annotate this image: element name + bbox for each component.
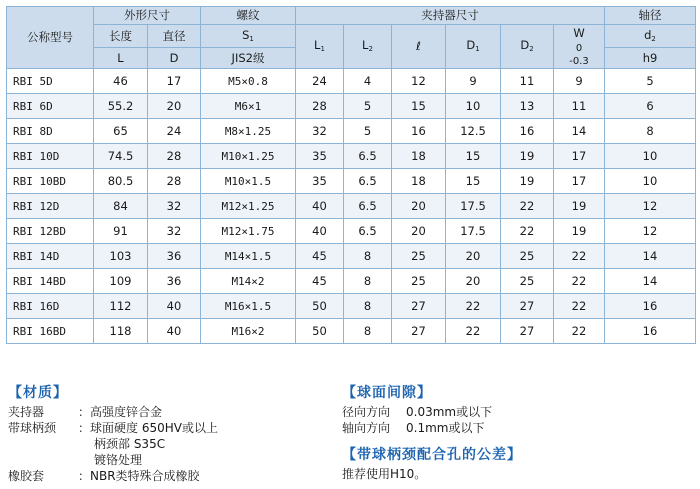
- cell-s1: M12×1.25: [201, 194, 296, 219]
- cell-l: 55.2: [94, 94, 148, 119]
- cell-d1: 15: [446, 144, 501, 169]
- cell-d: 32: [148, 219, 201, 244]
- cell-l1: 28: [296, 94, 344, 119]
- cell-l: 80.5: [94, 169, 148, 194]
- cell-w: 17: [554, 169, 605, 194]
- material-holder-value: ：高强度锌合金: [78, 405, 163, 419]
- clearance-axial-value: 0.1mm或以下: [406, 421, 485, 435]
- cell-d1: 22: [446, 294, 501, 319]
- cell-l1: 45: [296, 244, 344, 269]
- cell-d2: 16: [605, 319, 696, 344]
- cell-d2: 14: [605, 244, 696, 269]
- cell-d: 40: [148, 294, 201, 319]
- header-thread-symbol: S1: [201, 25, 296, 48]
- cell-d: 28: [148, 169, 201, 194]
- clearance-section: [342, 385, 682, 436]
- material-rubber-row: [8, 468, 328, 484]
- cell-d: 36: [148, 269, 201, 294]
- material-ball-line3: 镀铬处理: [94, 453, 143, 467]
- cell-l2: 6.5: [344, 219, 392, 244]
- clearance-radial-label: 径向方向: [342, 405, 391, 419]
- cell-ell: 18: [392, 169, 446, 194]
- cell-ell: 12: [392, 69, 446, 94]
- header-outer-dimensions: 外形尺寸: [94, 7, 201, 25]
- material-rubber-value: ：NBR类特殊合成橡胶: [78, 469, 200, 483]
- cell-model: RBI 10BD: [7, 169, 94, 194]
- cell-w: 17: [554, 144, 605, 169]
- material-title: 【材质】: [8, 385, 68, 401]
- cell-w: 19: [554, 194, 605, 219]
- tolerance-title: 【带球柄颈配合孔的公差】: [342, 447, 522, 463]
- cell-l: 118: [94, 319, 148, 344]
- cell-d2: 14: [605, 269, 696, 294]
- cell-d: 32: [148, 194, 201, 219]
- table-row: [7, 94, 696, 119]
- cell-w: 22: [554, 269, 605, 294]
- clearance-radial-row: [342, 404, 682, 420]
- cell-model: RBI 16D: [7, 294, 94, 319]
- header-thread-standard: JIS2级: [201, 48, 296, 69]
- cell-s1: M10×1.5: [201, 169, 296, 194]
- cell-s1: M16×2: [201, 319, 296, 344]
- cell-l1: 35: [296, 144, 344, 169]
- cell-d1: 20: [446, 269, 501, 294]
- cell-d2: 22: [501, 219, 554, 244]
- cell-l: 109: [94, 269, 148, 294]
- cell-l2: 5: [344, 94, 392, 119]
- cell-d2: 12: [605, 219, 696, 244]
- cell-d2: 10: [605, 169, 696, 194]
- table-row: [7, 219, 696, 244]
- cell-w: 19: [554, 219, 605, 244]
- cell-d2: 13: [501, 94, 554, 119]
- cell-l1: 40: [296, 194, 344, 219]
- cell-model: RBI 12D: [7, 194, 94, 219]
- clearance-title: 【球面间隙】: [342, 385, 432, 401]
- cell-model: RBI 8D: [7, 119, 94, 144]
- header-l1: L1: [296, 25, 344, 69]
- material-rubber-label: 橡胶套: [8, 469, 45, 483]
- material-ball-label: 带球柄颈: [8, 421, 57, 435]
- cell-ell: 15: [392, 94, 446, 119]
- tolerance-section: [342, 447, 682, 482]
- cell-l2: 8: [344, 244, 392, 269]
- table-row: [7, 319, 696, 344]
- cell-d1: 15: [446, 169, 501, 194]
- table-row: [7, 194, 696, 219]
- cell-l2: 6.5: [344, 144, 392, 169]
- cell-l: 112: [94, 294, 148, 319]
- header-thread: 螺纹: [201, 7, 296, 25]
- cell-d1: 9: [446, 69, 501, 94]
- cell-ell: 27: [392, 319, 446, 344]
- cell-model: RBI 16BD: [7, 319, 94, 344]
- header-length: 长度: [94, 25, 148, 48]
- cell-model: RBI 14BD: [7, 269, 94, 294]
- material-ball-value: ：球面硬度 650HV或以上: [78, 421, 218, 435]
- header-d2: D2: [501, 25, 554, 69]
- spec-table: [6, 6, 696, 344]
- cell-d: 40: [148, 319, 201, 344]
- cell-w: 22: [554, 294, 605, 319]
- tolerance-text: 推荐使用H10。: [342, 467, 427, 481]
- cell-l1: 45: [296, 269, 344, 294]
- cell-ell: 18: [392, 144, 446, 169]
- material-holder-row: [8, 404, 328, 420]
- header-shaft-symbol: d2: [605, 25, 696, 48]
- header-diameter-symbol: D: [148, 48, 201, 69]
- cell-ell: 16: [392, 119, 446, 144]
- material-section: [8, 385, 328, 484]
- table-row: [7, 244, 696, 269]
- header-d1: D1: [446, 25, 501, 69]
- cell-d1: 10: [446, 94, 501, 119]
- cell-w: 14: [554, 119, 605, 144]
- table-row: [7, 144, 696, 169]
- table-row: [7, 119, 696, 144]
- cell-d2: 16: [501, 119, 554, 144]
- cell-d: 17: [148, 69, 201, 94]
- cell-l: 74.5: [94, 144, 148, 169]
- cell-d2: 27: [501, 319, 554, 344]
- cell-d2: 16: [605, 294, 696, 319]
- table-row: [7, 69, 696, 94]
- cell-d2: 12: [605, 194, 696, 219]
- cell-d2: 19: [501, 144, 554, 169]
- cell-s1: M14×2: [201, 269, 296, 294]
- cell-l1: 24: [296, 69, 344, 94]
- cell-d: 36: [148, 244, 201, 269]
- header-length-symbol: L: [94, 48, 148, 69]
- cell-s1: M12×1.75: [201, 219, 296, 244]
- cell-l: 103: [94, 244, 148, 269]
- cell-model: RBI 6D: [7, 94, 94, 119]
- header-holder-dimensions: 夹持器尺寸: [296, 7, 605, 25]
- cell-s1: M10×1.25: [201, 144, 296, 169]
- cell-l: 65: [94, 119, 148, 144]
- header-w: W 0 -0.3: [554, 25, 605, 69]
- cell-s1: M6×1: [201, 94, 296, 119]
- cell-d: 28: [148, 144, 201, 169]
- cell-l2: 5: [344, 119, 392, 144]
- cell-d2: 19: [501, 169, 554, 194]
- cell-l2: 8: [344, 319, 392, 344]
- cell-d: 20: [148, 94, 201, 119]
- clearance-axial-label: 轴向方向: [342, 421, 391, 435]
- cell-d2: 8: [605, 119, 696, 144]
- cell-l: 84: [94, 194, 148, 219]
- cell-d1: 22: [446, 319, 501, 344]
- cell-model: RBI 5D: [7, 69, 94, 94]
- cell-d2: 5: [605, 69, 696, 94]
- cell-d2: 22: [501, 194, 554, 219]
- table-row: [7, 294, 696, 319]
- spec-table-body: [7, 69, 696, 344]
- cell-d2: 25: [501, 269, 554, 294]
- cell-d2: 6: [605, 94, 696, 119]
- cell-l1: 50: [296, 294, 344, 319]
- cell-l1: 35: [296, 169, 344, 194]
- cell-s1: M14×1.5: [201, 244, 296, 269]
- cell-ell: 20: [392, 219, 446, 244]
- cell-s1: M16×1.5: [201, 294, 296, 319]
- cell-model: RBI 12BD: [7, 219, 94, 244]
- table-row: [7, 169, 696, 194]
- material-holder-label: 夹持器: [8, 405, 45, 419]
- cell-d1: 17.5: [446, 194, 501, 219]
- header-shaft-fit: h9: [605, 48, 696, 69]
- cell-d2: 25: [501, 244, 554, 269]
- material-ball-line2: 柄颈部 S35C: [94, 437, 166, 451]
- cell-l1: 32: [296, 119, 344, 144]
- header-model: 公称型号: [7, 7, 94, 69]
- cell-w: 9: [554, 69, 605, 94]
- cell-d2: 10: [605, 144, 696, 169]
- cell-l2: 6.5: [344, 194, 392, 219]
- cell-d2: 27: [501, 294, 554, 319]
- cell-l1: 40: [296, 219, 344, 244]
- cell-w: 22: [554, 319, 605, 344]
- clearance-radial-value: 0.03mm或以下: [406, 405, 493, 419]
- cell-l2: 8: [344, 294, 392, 319]
- clearance-axial-row: [342, 420, 682, 436]
- table-row: [7, 269, 696, 294]
- cell-model: RBI 10D: [7, 144, 94, 169]
- cell-l2: 8: [344, 269, 392, 294]
- cell-w: 11: [554, 94, 605, 119]
- cell-d: 24: [148, 119, 201, 144]
- header-l2: L2: [344, 25, 392, 69]
- cell-d1: 12.5: [446, 119, 501, 144]
- cell-w: 22: [554, 244, 605, 269]
- material-ball-row: [8, 420, 328, 436]
- cell-l2: 4: [344, 69, 392, 94]
- cell-ell: 25: [392, 244, 446, 269]
- cell-model: RBI 14D: [7, 244, 94, 269]
- cell-d1: 20: [446, 244, 501, 269]
- cell-d2: 11: [501, 69, 554, 94]
- header-shaft: 轴径: [605, 7, 696, 25]
- cell-l1: 50: [296, 319, 344, 344]
- cell-ell: 27: [392, 294, 446, 319]
- cell-ell: 25: [392, 269, 446, 294]
- cell-ell: 20: [392, 194, 446, 219]
- cell-l: 91: [94, 219, 148, 244]
- cell-d1: 17.5: [446, 219, 501, 244]
- header-ell: ℓ: [392, 25, 446, 69]
- header-diameter: 直径: [148, 25, 201, 48]
- cell-l: 46: [94, 69, 148, 94]
- cell-s1: M5×0.8: [201, 69, 296, 94]
- cell-s1: M8×1.25: [201, 119, 296, 144]
- cell-l2: 6.5: [344, 169, 392, 194]
